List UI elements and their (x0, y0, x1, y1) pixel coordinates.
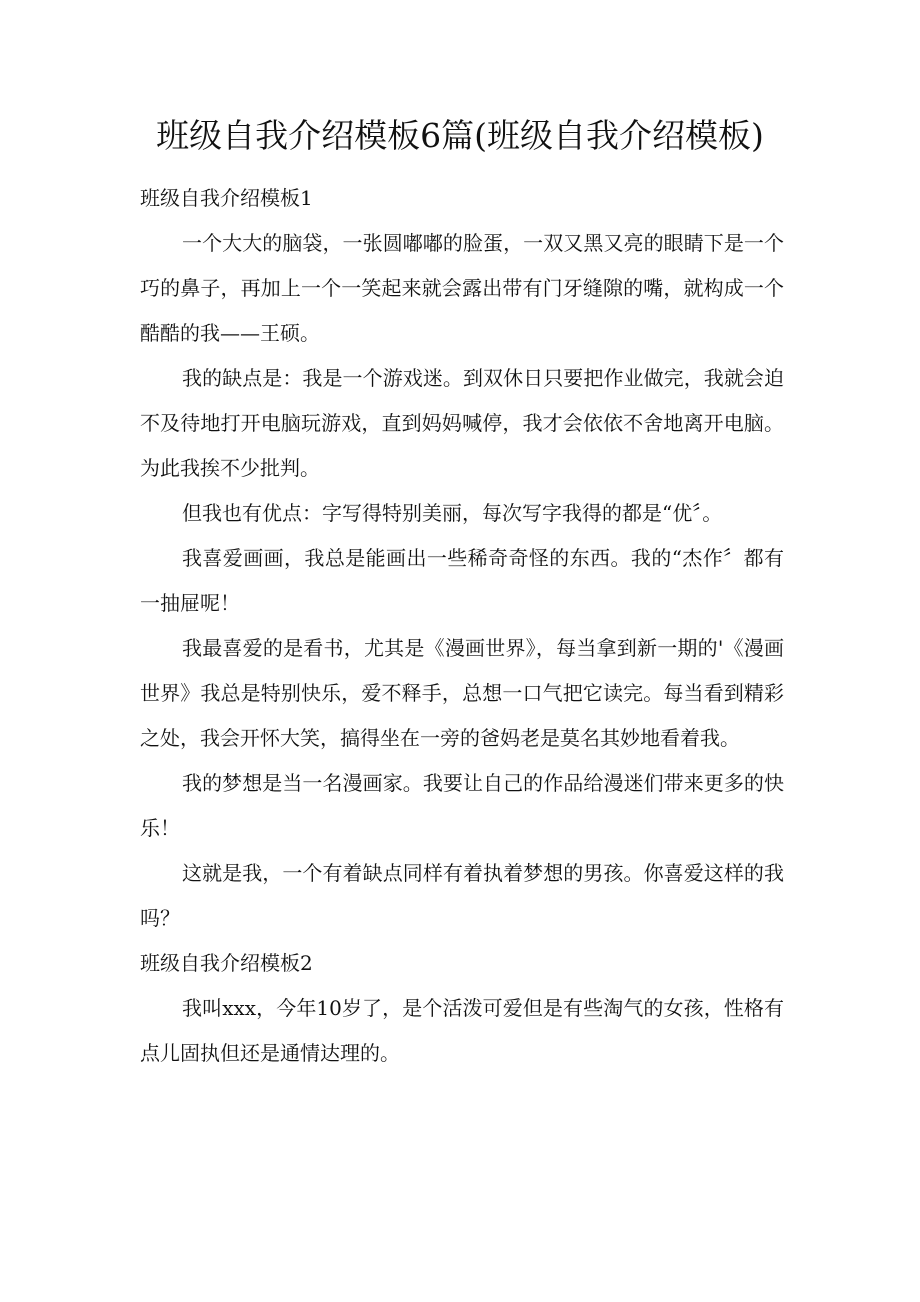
paragraph: 我叫xxx，今年10岁了，是个活泼可爱但是有些淘气的女孩，性格有点儿固执但还是通情达理的。 (140, 996, 784, 1065)
paragraph: 我的缺点是：我是一个游戏迷。到双休日只要把作业做完，我就会迫不及待地打开电脑玩游戏，直到妈妈喊停，我才会依依不舍地离开电脑。为此我挨不少批判。 (140, 366, 784, 480)
section-2 (140, 941, 784, 1076)
paragraph: 但我也有优点：字写得特别美丽，每次写字我得的都是“优〞。 (182, 501, 723, 525)
document-body (140, 176, 784, 1076)
paragraph: 我最喜爱的是看书，尤其是《漫画世界》，每当拿到新一期的'《漫画世界》我总是特别快乐，爱不释手，总想一口气把它读完。每当看到精彩之处，我会开怀大笑，搞得坐在一旁的爸妈老是莫名其妙地看着我。 (140, 636, 784, 750)
paragraph: 我喜爱画画，我总是能画出一些稀奇奇怪的东西。我的“杰作〞都有一抽屉呢！ (140, 546, 784, 615)
paragraph: 一个大大的脑袋，一张圆嘟嘟的脸蛋，一双又黑又亮的眼睛下是一个巧的鼻子，再加上一个一笑起来就会露出带有门牙缝隙的嘴，就构成一个酷酷的我——王硕。 (140, 231, 784, 345)
section-1 (140, 176, 784, 941)
section-heading: 班级自我介绍模板2 (140, 951, 313, 975)
paragraph: 我的梦想是当一名漫画家。我要让自己的作品给漫迷们带来更多的快乐！ (140, 771, 784, 840)
section-heading: 班级自我介绍模板1 (140, 186, 313, 210)
document-title: 班级自我介绍模板6篇(班级自我介绍模板) (156, 116, 764, 155)
paragraph: 这就是我，一个有着缺点同样有着执着梦想的男孩。你喜爱这样的我吗？ (140, 861, 784, 930)
